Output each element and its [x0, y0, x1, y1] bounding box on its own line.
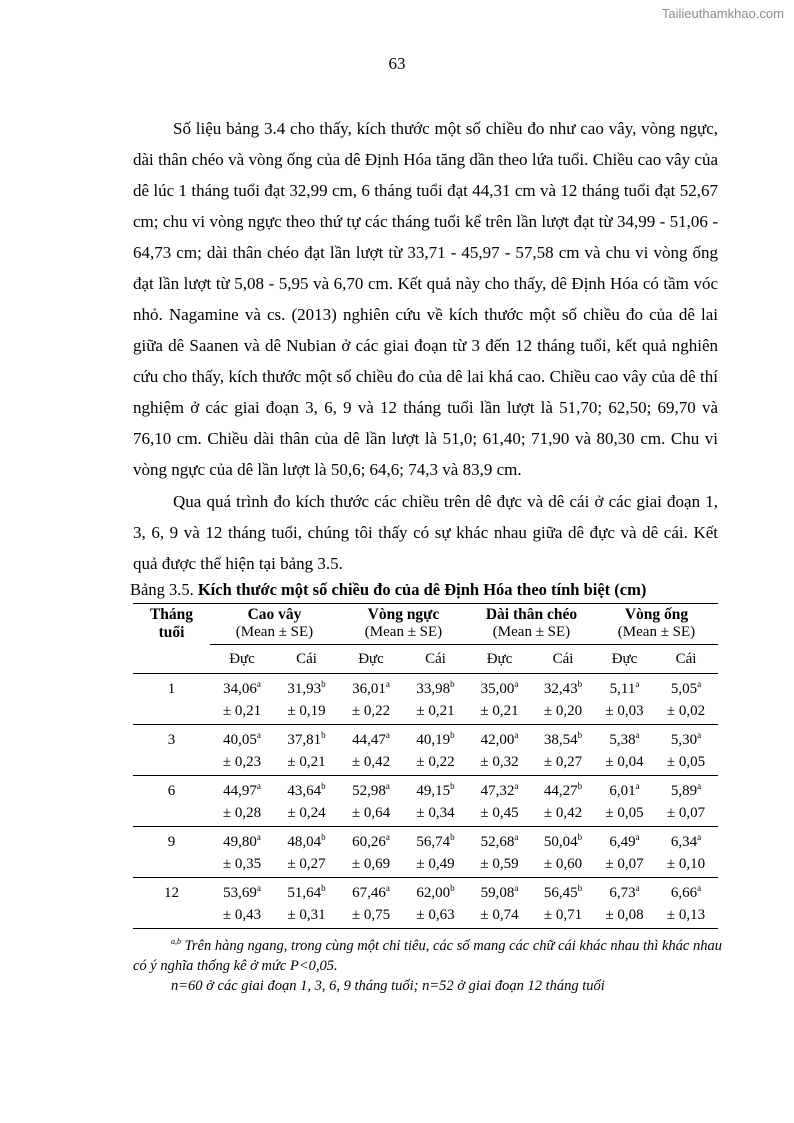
- mean-cell: [339, 878, 403, 903]
- mean-value: 50,04: [543, 834, 578, 850]
- mean-cell: [595, 725, 654, 750]
- significance-letter: a: [385, 730, 390, 740]
- mean-value: 51,64: [287, 885, 322, 901]
- month-cell: 12: [164, 885, 179, 901]
- mean-cell: [654, 776, 718, 801]
- sex-label: Cái: [531, 645, 595, 674]
- se-cell: ± 0,31: [274, 902, 339, 929]
- mean-cell: [339, 674, 403, 699]
- table-subheader-row: [133, 624, 718, 645]
- month-cell-empty: [133, 698, 210, 725]
- mean-cell: [468, 878, 531, 903]
- se-cell: ± 0,04: [595, 749, 654, 776]
- mean-value: 48,04: [287, 834, 322, 850]
- mean-cell: [531, 674, 595, 699]
- significance-letter: a: [256, 883, 261, 893]
- significance-letter: a: [514, 781, 519, 791]
- month-cell: 1: [167, 681, 176, 697]
- significance-letter: a: [697, 679, 702, 689]
- mean-value: 31,93: [287, 681, 322, 697]
- month-cell: 3: [167, 732, 176, 748]
- significance-letter: b: [321, 883, 326, 893]
- se-cell: ± 0,45: [468, 800, 531, 827]
- se-cell: ± 0,59: [468, 851, 531, 878]
- group-subheader: (Mean ± SE): [339, 624, 468, 645]
- significance-letter: a: [635, 679, 640, 689]
- significance-letter: a: [635, 883, 640, 893]
- mean-cell: [595, 827, 654, 852]
- se-cell: ± 0,05: [654, 749, 718, 776]
- significance-letter: b: [577, 679, 583, 689]
- se-cell: ± 0,63: [403, 902, 468, 929]
- table-note-significance: [133, 936, 723, 976]
- body-paragraph: Qua quá trình đo kích thước các chiều trên dê đực và dê cái ở các giai đoạn 1, 3, 6, 9 và 12 tháng tuổi, chúng tôi thấy có sự khác nhau giữa dê đực và dê cái. Kết quả được thể hiện tại bảng 3.5.: [133, 492, 718, 573]
- table-row-se: [133, 749, 718, 776]
- mean-cell: [339, 725, 403, 750]
- mean-cell: [210, 827, 274, 852]
- watermark-text: Tailieuthamkhao.com: [661, 6, 784, 21]
- significance-letter: b: [450, 730, 455, 740]
- se-cell: ± 0,27: [274, 851, 339, 878]
- table-caption-prefix: Bảng 3.5.: [130, 580, 198, 599]
- significance-letter: a: [256, 832, 261, 842]
- month-cell-empty: [133, 800, 210, 827]
- mean-cell: [274, 674, 339, 699]
- se-cell: ± 0,64: [339, 800, 403, 827]
- table-row-se: [133, 851, 718, 878]
- mean-cell: [468, 725, 531, 750]
- mean-value: 49,15: [416, 783, 451, 799]
- mean-value: 34,06: [223, 681, 257, 697]
- mean-cell: [210, 674, 274, 699]
- se-cell: ± 0,28: [210, 800, 274, 827]
- significance-letter: a: [635, 730, 640, 740]
- mean-cell: [210, 878, 274, 903]
- significance-letter: b: [321, 730, 326, 740]
- significance-letter: a: [256, 730, 261, 740]
- group-subheader: (Mean ± SE): [468, 624, 595, 645]
- table-row: [133, 725, 718, 750]
- mean-value: 56,45: [543, 885, 578, 901]
- mean-cell: [654, 725, 718, 750]
- significance-letter: b: [577, 730, 583, 740]
- se-cell: ± 0,21: [274, 749, 339, 776]
- significance-letter: a: [697, 832, 702, 842]
- significance-letter: a: [697, 730, 702, 740]
- month-cell: 9: [167, 834, 176, 850]
- se-cell: ± 0,60: [531, 851, 595, 878]
- month-cell-empty: [133, 749, 210, 776]
- mean-value: 44,97: [223, 783, 257, 799]
- mean-cell: [210, 776, 274, 801]
- sex-label: Cái: [274, 645, 339, 674]
- significance-letter: a: [635, 781, 640, 791]
- se-cell: ± 0,05: [595, 800, 654, 827]
- mean-value: 5,05: [670, 681, 698, 697]
- significance-letter: a: [514, 832, 519, 842]
- se-cell: ± 0,24: [274, 800, 339, 827]
- mean-value: 62,00: [416, 885, 451, 901]
- mean-cell: [531, 878, 595, 903]
- mean-value: 52,98: [352, 783, 386, 799]
- mean-value: 36,01: [352, 681, 386, 697]
- mean-value: 40,05: [223, 732, 257, 748]
- significance-letter: a: [385, 883, 390, 893]
- se-cell: ± 0,21: [468, 698, 531, 725]
- significance-letter: b: [450, 832, 455, 842]
- se-cell: ± 0,69: [339, 851, 403, 878]
- mean-value: 33,98: [416, 681, 451, 697]
- group-subheader: (Mean ± SE): [210, 624, 339, 645]
- mean-value: 53,69: [223, 885, 257, 901]
- mean-cell: [531, 776, 595, 801]
- mean-value: 60,26: [352, 834, 386, 850]
- mean-value: 6,01: [609, 783, 636, 799]
- mean-cell: [403, 827, 468, 852]
- significance-letter: b: [577, 832, 583, 842]
- mean-cell: [468, 827, 531, 852]
- mean-value: 44,47: [352, 732, 386, 748]
- se-cell: ± 0,21: [403, 698, 468, 725]
- mean-value: 47,32: [480, 783, 515, 799]
- significance-letter: b: [450, 781, 455, 791]
- sex-label: Đực: [339, 645, 403, 674]
- month-cell: 6: [167, 783, 176, 799]
- mean-value: 6,66: [670, 885, 698, 901]
- mean-cell: [654, 827, 718, 852]
- group-header-chest: Vòng ngực: [339, 604, 468, 625]
- mean-cell: [210, 725, 274, 750]
- mean-cell: [654, 674, 718, 699]
- se-cell: ± 0,23: [210, 749, 274, 776]
- se-cell: ± 0,32: [468, 749, 531, 776]
- significance-letter: a: [385, 679, 390, 689]
- month-header-spacer: [133, 645, 210, 674]
- significance-letter: a: [697, 883, 702, 893]
- significance-letter: a: [514, 730, 519, 740]
- mean-cell: [531, 725, 595, 750]
- mean-cell: [339, 776, 403, 801]
- mean-cell: [403, 725, 468, 750]
- se-cell: ± 0,35: [210, 851, 274, 878]
- group-header-height: Cao vây: [210, 604, 339, 625]
- mean-cell: [531, 827, 595, 852]
- table-note-sample-size: n=60 ở các giai đoạn 1, 3, 6, 9 tháng tuổi; n=52 ở giai đoạn 12 tháng tuổi: [171, 978, 605, 994]
- se-cell: ± 0,08: [595, 902, 654, 929]
- mean-value: 40,19: [416, 732, 451, 748]
- se-cell: ± 0,75: [339, 902, 403, 929]
- significance-letter: a: [514, 883, 519, 893]
- significance-letter: b: [321, 679, 326, 689]
- month-cell-empty: [133, 902, 210, 929]
- mean-value: 42,00: [480, 732, 515, 748]
- significance-letter: a: [256, 781, 261, 791]
- mean-value: 6,49: [609, 834, 636, 850]
- mean-value: 52,68: [480, 834, 515, 850]
- group-header-body-length: Dài thân chéo: [468, 604, 595, 625]
- significance-letter: a: [514, 679, 519, 689]
- significance-letter: b: [321, 832, 326, 842]
- se-cell: ± 0,42: [531, 800, 595, 827]
- mean-cell: [403, 776, 468, 801]
- significance-letter: a: [385, 832, 390, 842]
- se-cell: ± 0,22: [403, 749, 468, 776]
- se-cell: ± 0,21: [210, 698, 274, 725]
- mean-value: 56,74: [416, 834, 451, 850]
- mean-cell: [595, 776, 654, 801]
- mean-value: 38,54: [543, 732, 578, 748]
- se-cell: ± 0,07: [595, 851, 654, 878]
- sex-label: Đực: [468, 645, 531, 674]
- body-paragraph: Số liệu bảng 3.4 cho thấy, kích thước một số chiều đo như cao vây, vòng ngực, dài thân chéo và vòng ống của dê Định Hóa tăng dần theo lứa tuổi. Chiều cao vây của dê lúc 1 tháng tuổi đạt 32,99 cm, 6 tháng tuổi đạt 44,31 cm và 12 tháng tuổi đạt 52,67 cm; chu vi vòng ngực theo thứ tự các tháng tuổi kể trên lần lượt đạt từ 34,99 - 51,06 - 64,73 cm; dài thân chéo đạt lần lượt từ 33,71 - 45,97 - 57,58 cm và chu vi vòng ống đạt lần lượt từ 5,08 - 5,95 và 6,70 cm. Kết quả này cho thấy, dê Định Hóa có tầm vóc nhỏ. Nagamine và cs. (2013) nghiên cứu về kích thước một số chiều đo của dê lai giữa dê Saanen và dê Nubian ở các giai đoạn từ 3 đến 12 tháng tuổi, kết quả nghiên cứu cho thấy, kích thước một số chiều đo của dê lai khá cao. Chiều cao vây của dê thí nghiệm ở các giai đoạn 3, 6, 9 và 12 tháng tuổi lần lượt là 51,70; 62,50; 69,70 và 76,10 cm. Chiều dài thân của dê lần lượt là 51,0; 61,40; 71,90 và 80,30 cm. Chu vi vòng ngực của dê lần lượt là 50,6; 64,6; 74,3 và 83,9 cm.: [133, 119, 718, 479]
- table-row-se: [133, 902, 718, 929]
- se-cell: ± 0,19: [274, 698, 339, 725]
- mean-value: 6,34: [670, 834, 698, 850]
- table-row: [133, 878, 718, 903]
- table-row: [133, 827, 718, 852]
- sex-label: Cái: [403, 645, 468, 674]
- month-header-line2: tuổi: [158, 624, 185, 642]
- mean-value: 43,64: [287, 783, 322, 799]
- mean-cell: [403, 878, 468, 903]
- se-cell: ± 0,49: [403, 851, 468, 878]
- significance-letter: b: [450, 883, 455, 893]
- sex-label: Đực: [595, 645, 654, 674]
- significance-letter: a: [697, 781, 702, 791]
- mean-value: 44,27: [543, 783, 578, 799]
- mean-value: 35,00: [480, 681, 515, 697]
- month-cell-empty: [133, 851, 210, 878]
- mean-cell: [274, 776, 339, 801]
- mean-cell: [339, 827, 403, 852]
- significance-letter: b: [577, 883, 583, 893]
- table-header-row: [133, 604, 718, 625]
- mean-value: 5,30: [670, 732, 698, 748]
- mean-value: 67,46: [352, 885, 386, 901]
- sex-label: Cái: [654, 645, 718, 674]
- se-cell: ± 0,71: [531, 902, 595, 929]
- mean-cell: [274, 827, 339, 852]
- se-cell: ± 0,10: [654, 851, 718, 878]
- significance-letter: a: [635, 832, 640, 842]
- note-superscript: a,b: [171, 937, 181, 947]
- mean-cell: [274, 878, 339, 903]
- significance-letter: b: [450, 679, 455, 689]
- mean-value: 49,80: [223, 834, 257, 850]
- se-cell: ± 0,74: [468, 902, 531, 929]
- se-cell: ± 0,42: [339, 749, 403, 776]
- group-header-cannon: Vòng ống: [595, 604, 718, 625]
- significance-letter: a: [256, 679, 261, 689]
- table-row-se: [133, 698, 718, 725]
- se-cell: ± 0,43: [210, 902, 274, 929]
- table-row-se: [133, 800, 718, 827]
- note-text: Trên hàng ngang, trong cùng một chỉ tiêu, các số mang các chữ cái khác nhau thì khác nhau có ý nghĩa thống kê ở mức P<0,05.: [133, 938, 722, 974]
- month-header: [133, 604, 210, 645]
- group-subheader: (Mean ± SE): [595, 624, 718, 645]
- mean-value: 37,81: [287, 732, 322, 748]
- table-caption: [130, 580, 730, 600]
- mean-value: 5,89: [670, 783, 698, 799]
- mean-value: 32,43: [543, 681, 578, 697]
- month-header-line1: Tháng: [149, 606, 194, 624]
- table-caption-title: Kích thước một số chiều đo của dê Định Hóa theo tính biệt (cm): [197, 580, 647, 599]
- table-row: [133, 776, 718, 801]
- se-cell: ± 0,20: [531, 698, 595, 725]
- mean-cell: [468, 776, 531, 801]
- se-cell: ± 0,13: [654, 902, 718, 929]
- mean-cell: [595, 674, 654, 699]
- mean-cell: [274, 725, 339, 750]
- sex-header-row: [133, 645, 718, 674]
- mean-value: 5,38: [609, 732, 636, 748]
- se-cell: ± 0,02: [654, 698, 718, 725]
- mean-cell: [595, 878, 654, 903]
- mean-value: 6,73: [609, 885, 636, 901]
- mean-value: 59,08: [480, 885, 515, 901]
- sex-label: Đực: [210, 645, 274, 674]
- se-cell: ± 0,27: [531, 749, 595, 776]
- mean-cell: [654, 878, 718, 903]
- table-row: [133, 674, 718, 699]
- mean-value: 5,11: [609, 681, 636, 697]
- se-cell: ± 0,22: [339, 698, 403, 725]
- significance-letter: b: [321, 781, 326, 791]
- se-cell: ± 0,34: [403, 800, 468, 827]
- mean-cell: [468, 674, 531, 699]
- se-cell: ± 0,07: [654, 800, 718, 827]
- se-cell: ± 0,03: [595, 698, 654, 725]
- page-number: 63: [388, 54, 406, 73]
- significance-letter: b: [577, 781, 583, 791]
- significance-letter: a: [385, 781, 390, 791]
- measurements-table: [133, 603, 718, 929]
- mean-cell: [403, 674, 468, 699]
